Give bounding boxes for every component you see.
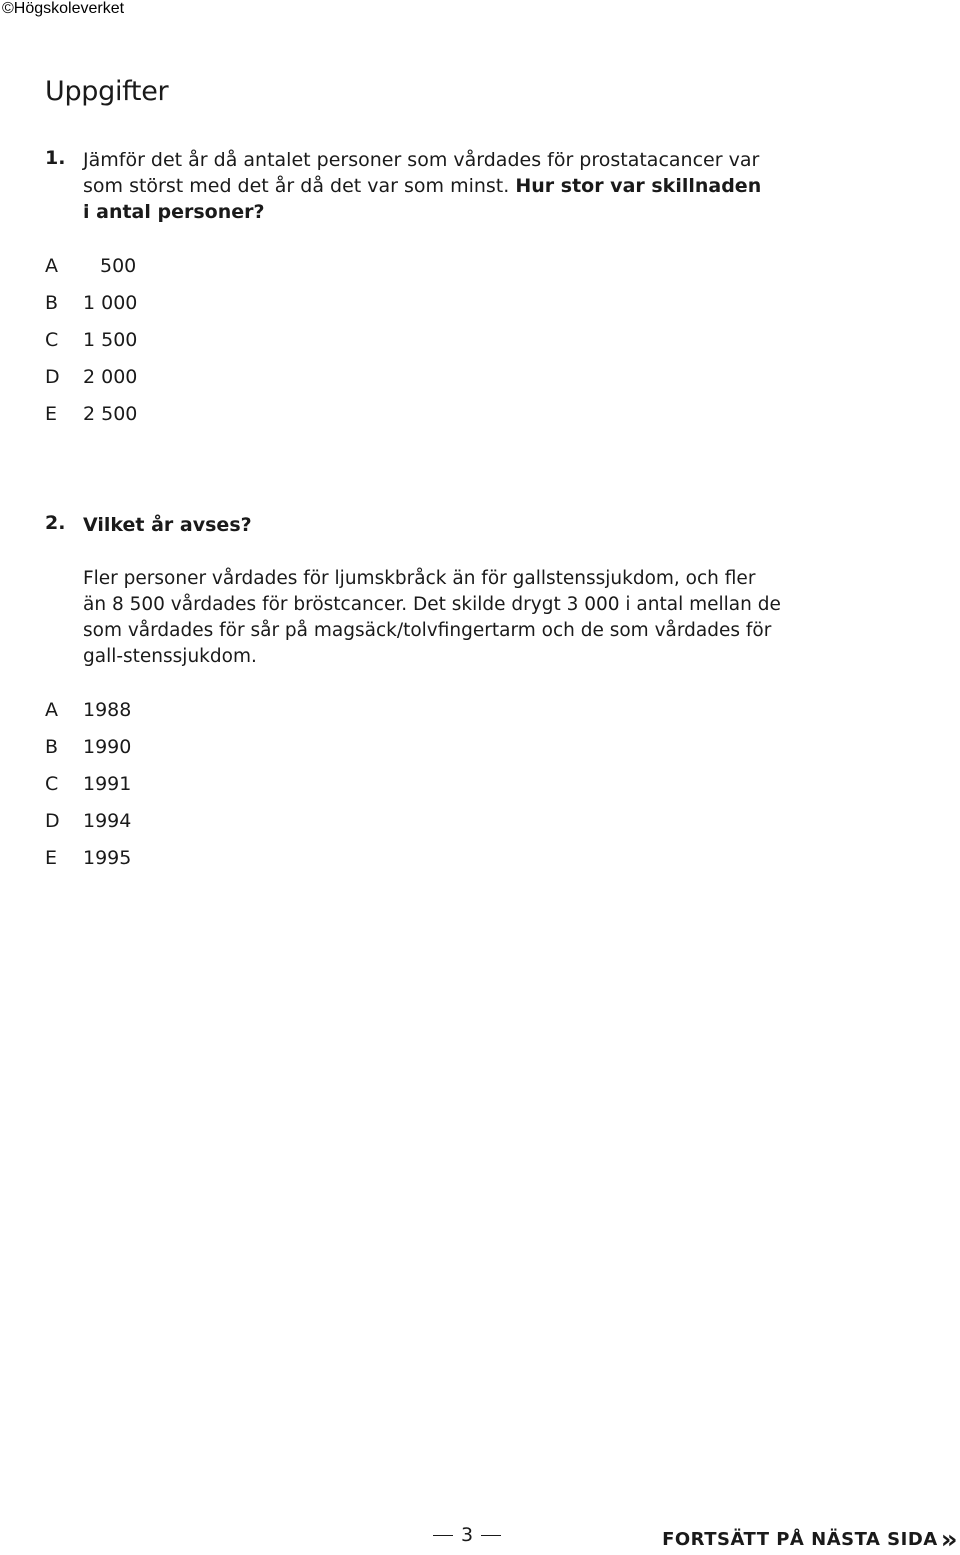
option-letter: E [45, 847, 58, 869]
option-value: 1 000 [83, 292, 138, 314]
question-1-options [45, 253, 137, 438]
option-value: 1988 [83, 699, 132, 721]
option-d[interactable] [45, 364, 137, 401]
question-2-text [83, 512, 883, 538]
double-chevron-right-icon: » [940, 1524, 958, 1555]
option-value: 1995 [83, 847, 132, 869]
option-value: 1994 [83, 810, 132, 832]
option-e[interactable] [45, 845, 131, 882]
question-1-text [83, 147, 773, 225]
option-letter: A [45, 255, 58, 277]
option-value: 2 500 [83, 403, 138, 425]
option-c[interactable] [45, 327, 137, 364]
question-2-number: 2. [45, 512, 66, 534]
dash-left-icon [433, 1535, 453, 1536]
question-1-prompt: Hur stor var skillnaden i antal personer? [83, 175, 762, 223]
option-e[interactable] [45, 401, 137, 438]
option-value: 1 500 [83, 329, 138, 351]
option-value: 500 [100, 255, 137, 277]
option-value: 1990 [83, 736, 132, 758]
option-letter: E [45, 403, 58, 425]
question-1-plain-text: Jämför det år då antalet personer som vårdades för prostatacancer var som störst med det år då det var som minst. [83, 149, 760, 197]
page-number-value: 3 [461, 1524, 474, 1546]
option-letter: D [45, 810, 60, 832]
question-2-prompt: Vilket år avses? [83, 514, 252, 536]
continue-label: FORTSÄTT PÅ NÄSTA SIDA [662, 1529, 938, 1550]
option-letter: D [45, 366, 60, 388]
question-2-statement: Fler personer vårdades för ljumskbråck än för gallstenssjukdom, och fler än 8 500 vårdades för bröstcancer. Det skilde drygt 3 000 i antal mellan de som vårdades för sår på magsäck/tolvfingertarm och de som vårdades för gall-stenssjukdom. [83, 568, 781, 667]
copyright-notice: ©Högskoleverket [2, 0, 125, 17]
page-number [425, 1524, 509, 1546]
option-letter: C [45, 329, 59, 351]
question-1-number: 1. [45, 147, 66, 169]
option-a[interactable] [45, 697, 131, 734]
option-value: 1991 [83, 773, 132, 795]
option-letter: B [45, 736, 59, 758]
option-b[interactable] [45, 734, 131, 771]
dash-right-icon [481, 1535, 501, 1536]
continue-next-page [662, 1524, 958, 1555]
option-b[interactable] [45, 290, 137, 327]
option-c[interactable] [45, 771, 131, 808]
option-a[interactable] [45, 253, 137, 290]
option-letter: B [45, 292, 59, 314]
option-value: 2 000 [83, 366, 138, 388]
option-letter: A [45, 699, 58, 721]
question-2-options [45, 697, 131, 882]
option-letter: C [45, 773, 59, 795]
option-d[interactable] [45, 808, 131, 845]
page-title: Uppgifter [45, 76, 169, 107]
